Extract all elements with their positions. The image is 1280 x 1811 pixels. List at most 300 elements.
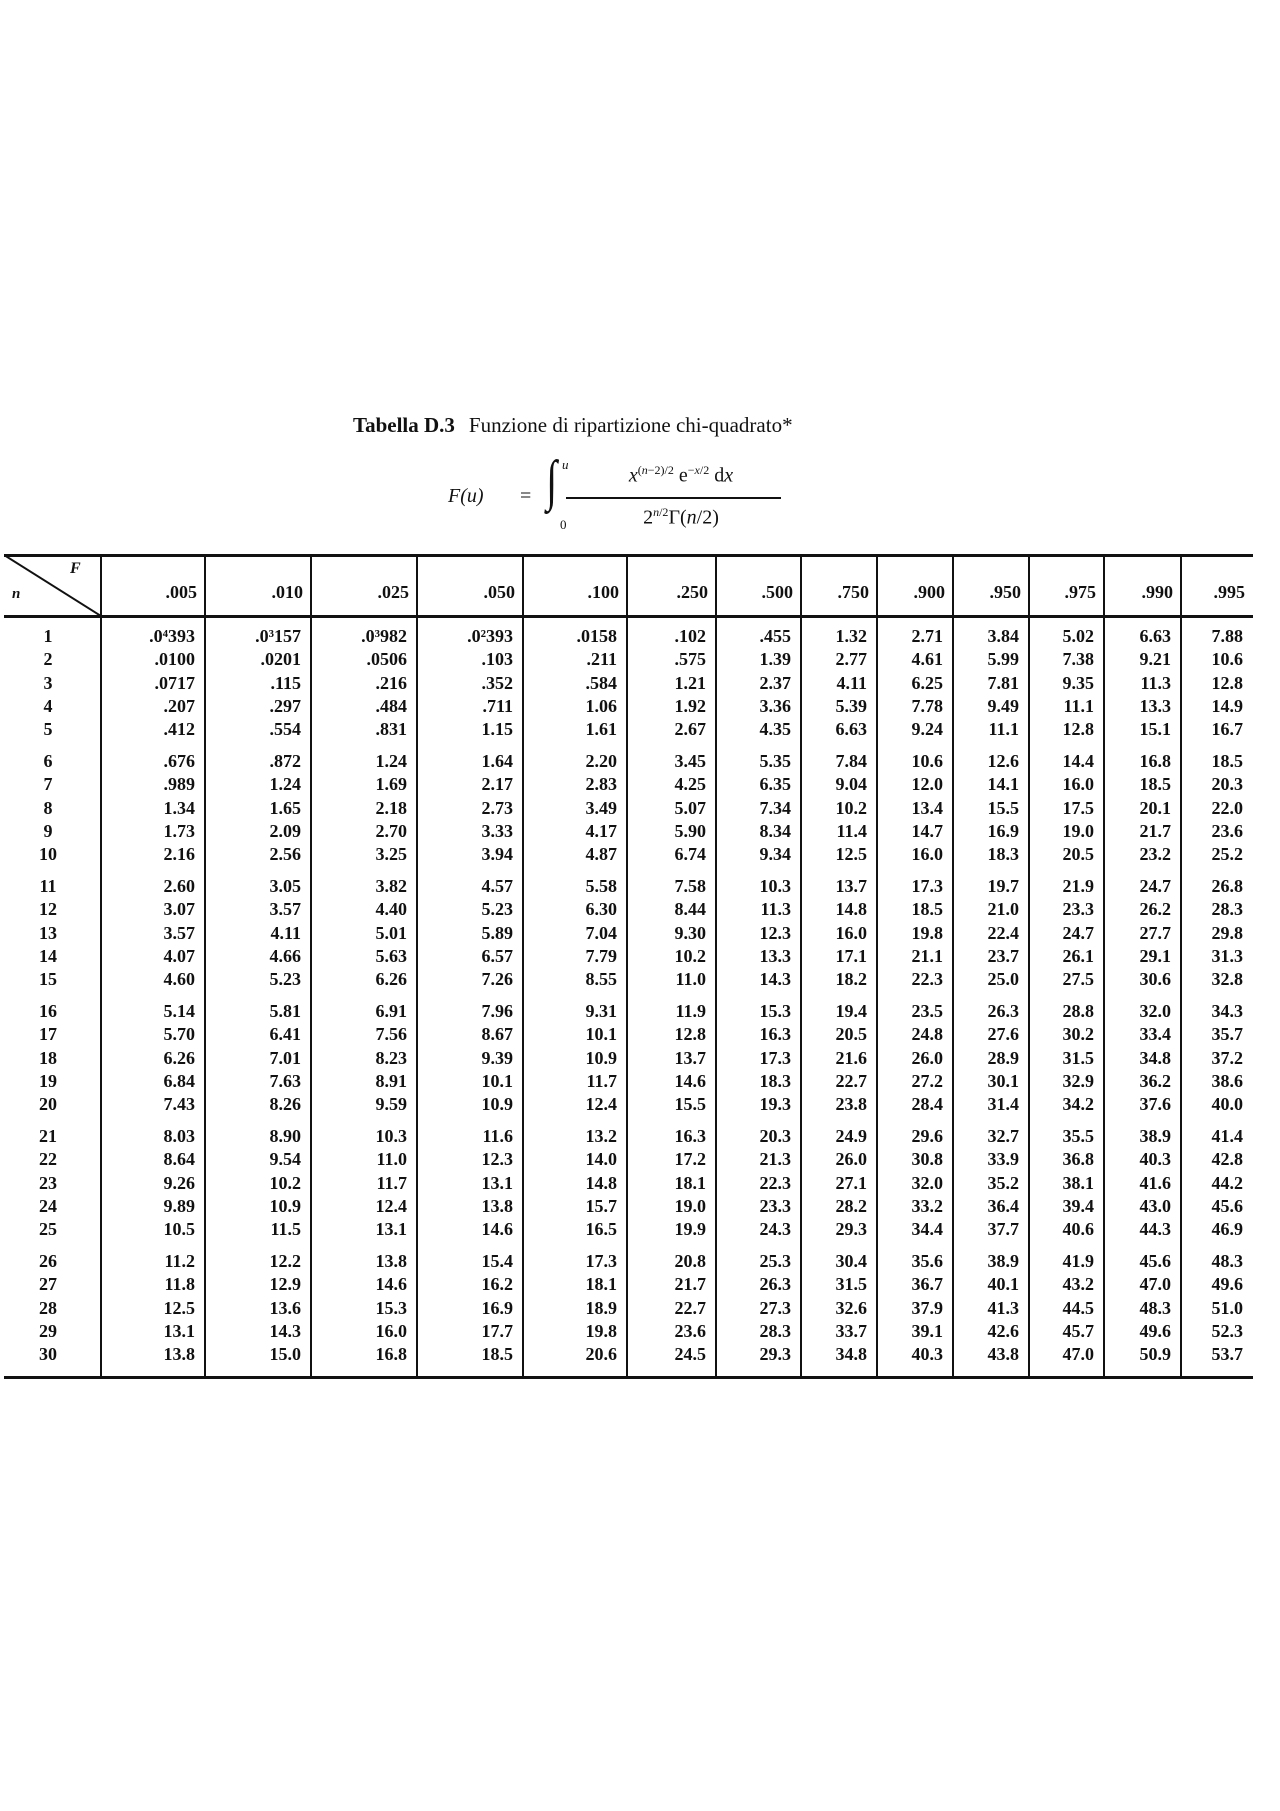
table-cell: 52.3	[1211, 1320, 1243, 1341]
table-cell: 4.17	[585, 820, 617, 841]
table-cell: 9.26	[163, 1172, 195, 1193]
table-cell: 29.8	[1211, 922, 1243, 943]
table-cell: 19.7	[987, 876, 1019, 896]
table-cell: 16.0	[375, 1320, 407, 1341]
table-cell: 24.9	[835, 1126, 867, 1146]
column-divider	[1180, 554, 1182, 1378]
table-cell: 34.4	[911, 1219, 943, 1240]
table-cell: .989	[163, 774, 195, 795]
table-cell: 1.32	[835, 626, 867, 646]
table-cell: 26.8	[1211, 876, 1243, 896]
table-cell: 1.73	[163, 820, 195, 841]
table-cell: 13.1	[375, 1219, 407, 1240]
table-cell: 8.26	[269, 1094, 301, 1115]
table-cell: 12.4	[585, 1094, 617, 1115]
table-cell: 7.84	[835, 751, 867, 771]
column-divider	[626, 554, 628, 1378]
table-cell: 4.35	[759, 719, 791, 740]
table-cell: 13.7	[674, 1047, 706, 1068]
table-cell: 15.7	[585, 1195, 617, 1216]
table-cell: 21.9	[1062, 876, 1094, 896]
table-cell: 7.43	[163, 1094, 195, 1115]
table-cell: 1.34	[163, 797, 195, 818]
row-label: 18	[39, 1047, 57, 1068]
table-cell: 16.9	[987, 820, 1019, 841]
table-cell: 45.7	[1062, 1320, 1094, 1341]
table-cell: 15.1	[1139, 719, 1171, 740]
row-label: 1	[43, 626, 53, 646]
row-label: 2	[43, 649, 53, 670]
table-cell: 40.3	[1139, 1149, 1171, 1170]
table-cell: 2.73	[481, 797, 513, 818]
row-label: 10	[39, 844, 57, 865]
integral-sign-icon: ∫	[546, 450, 558, 512]
table-cell: 4.11	[836, 672, 867, 693]
header-rule	[4, 615, 1253, 618]
row-label: 12	[39, 899, 57, 920]
table-cell: 7.01	[269, 1047, 301, 1068]
table-cell: 24.3	[759, 1219, 791, 1240]
table-cell: 14.1	[987, 774, 1019, 795]
table-cell: 2.83	[585, 774, 617, 795]
table-cell: 12.8	[1062, 719, 1094, 740]
table-cell: 3.57	[269, 899, 301, 920]
table-cell: 37.2	[1211, 1047, 1243, 1068]
column-divider	[100, 554, 102, 1378]
table-cell: 16.0	[835, 922, 867, 943]
table-cell: .831	[375, 719, 407, 740]
column-header: .995	[1213, 582, 1245, 602]
table-top-rule	[4, 554, 1253, 557]
table-cell: .0717	[154, 672, 195, 693]
table-cell: 33.2	[911, 1195, 943, 1216]
table-cell: 9.89	[163, 1195, 195, 1216]
table-cell: 3.45	[674, 751, 706, 771]
column-divider	[1028, 554, 1030, 1378]
table-cell: 20.5	[835, 1024, 867, 1045]
table-cell: 30.8	[911, 1149, 943, 1170]
table-cell: 15.3	[759, 1001, 791, 1021]
table-cell: 36.8	[1062, 1149, 1094, 1170]
table-cell: 50.9	[1139, 1344, 1171, 1365]
table-cell: .297	[269, 695, 301, 716]
table-cell: 7.56	[375, 1024, 407, 1045]
table-cell: 3.25	[375, 844, 407, 865]
table-cell: .0⁴393	[149, 626, 195, 646]
table-cell: 26.3	[987, 1001, 1019, 1021]
table-cell: 27.2	[911, 1070, 943, 1091]
row-label: 27	[39, 1274, 57, 1295]
table-cell: 39.1	[911, 1320, 943, 1341]
table-cell: 12.5	[835, 844, 867, 865]
table-cell: 32.0	[911, 1172, 943, 1193]
table-cell: 13.8	[375, 1251, 407, 1271]
row-label: 26	[39, 1251, 57, 1271]
table-cell: 12.8	[674, 1024, 706, 1045]
table-cell: 49.6	[1139, 1320, 1171, 1341]
row-label: 29	[39, 1320, 57, 1341]
table-cell: 11.0	[675, 969, 706, 990]
table-cell: 30.6	[1139, 969, 1171, 990]
row-label: 7	[43, 774, 53, 795]
table-cell: 6.26	[375, 969, 407, 990]
table-cell: 38.1	[1062, 1172, 1094, 1193]
column-divider	[310, 554, 312, 1378]
table-cell: 3.05	[269, 876, 301, 896]
table-cell: 14.7	[911, 820, 943, 841]
table-cell: 5.07	[674, 797, 706, 818]
table-cell: .711	[482, 695, 513, 716]
table-cell: 43.0	[1139, 1195, 1171, 1216]
table-cell: 12.8	[1211, 672, 1243, 693]
table-cell: 16.5	[585, 1219, 617, 1240]
table-cell: 14.6	[674, 1070, 706, 1091]
table-cell: 51.0	[1211, 1297, 1243, 1318]
table-cell: .0100	[154, 649, 195, 670]
table-cell: 1.69	[375, 774, 407, 795]
table-cell: 12.3	[759, 922, 791, 943]
row-label: 8	[43, 797, 53, 818]
table-cell: 8.23	[375, 1047, 407, 1068]
column-header: .990	[1141, 582, 1173, 602]
table-cell: 2.18	[375, 797, 407, 818]
table-cell: 17.2	[674, 1149, 706, 1170]
table-cell: 42.6	[987, 1320, 1019, 1341]
table-cell: 12.5	[163, 1297, 195, 1318]
table-cell: 47.0	[1062, 1344, 1094, 1365]
table-cell: 16.2	[481, 1274, 513, 1295]
table-cell: 13.2	[585, 1126, 617, 1146]
table-cell: 2.37	[759, 672, 791, 693]
table-cell: 4.40	[375, 899, 407, 920]
table-cell: 10.2	[835, 797, 867, 818]
table-cell: 11.2	[164, 1251, 195, 1271]
column-divider	[876, 554, 878, 1378]
table-cell: 7.78	[911, 695, 943, 716]
cdf-formula	[448, 450, 808, 540]
table-cell: 26.3	[759, 1274, 791, 1295]
table-cell: 13.1	[481, 1172, 513, 1193]
row-label: 28	[39, 1297, 57, 1318]
table-cell: 43.8	[987, 1344, 1019, 1365]
diagonal-divider-icon	[4, 554, 101, 616]
table-cell: 31.5	[1062, 1047, 1094, 1068]
table-cell: 23.3	[1062, 899, 1094, 920]
table-cell: 49.6	[1211, 1274, 1243, 1295]
table-cell: 28.8	[1062, 1001, 1094, 1021]
table-cell: 28.3	[1211, 899, 1243, 920]
table-cell: 6.63	[1139, 626, 1171, 646]
formula-lhs: F(u)	[448, 485, 484, 507]
table-cell: 41.4	[1211, 1126, 1243, 1146]
table-cell: 10.3	[375, 1126, 407, 1146]
column-divider	[715, 554, 717, 1378]
table-cell: 22.7	[674, 1297, 706, 1318]
table-cell: 30.2	[1062, 1024, 1094, 1045]
column-divider	[204, 554, 206, 1378]
formula-denominator: $2^{n/2}\Gamma(n/2)$	[643, 505, 719, 529]
table-cell: 18.5	[911, 899, 943, 920]
table-cell: 27.3	[759, 1297, 791, 1318]
table-cell: 23.2	[1139, 844, 1171, 865]
column-header: .005	[165, 582, 197, 602]
table-cell: 41.6	[1139, 1172, 1171, 1193]
table-cell: 4.61	[911, 649, 943, 670]
table-cell: 5.14	[163, 1001, 195, 1021]
column-header: .250	[676, 582, 708, 602]
table-cell: 17.3	[911, 876, 943, 896]
table-cell: 37.7	[987, 1219, 1019, 1240]
table-cell: 38.9	[1139, 1126, 1171, 1146]
table-cell: 36.4	[987, 1195, 1019, 1216]
table-cell: 22.3	[759, 1172, 791, 1193]
table-cell: 13.8	[481, 1195, 513, 1216]
table-cell: 20.3	[1211, 774, 1243, 795]
table-cell: 5.23	[481, 899, 513, 920]
table-cell: 21.3	[759, 1149, 791, 1170]
row-label: 25	[39, 1219, 57, 1240]
table-cell: 8.64	[163, 1149, 195, 1170]
table-cell: 7.96	[481, 1001, 513, 1021]
table-bottom-rule	[4, 1376, 1253, 1379]
table-cell: 44.3	[1139, 1219, 1171, 1240]
table-cell: 19.3	[759, 1094, 791, 1115]
table-cell: 16.3	[674, 1126, 706, 1146]
chi-square-table	[4, 554, 1253, 1380]
table-cell: 8.67	[481, 1024, 513, 1045]
table-cell: 7.26	[481, 969, 513, 990]
table-cell: 15.0	[269, 1344, 301, 1365]
table-cell: 5.90	[674, 820, 706, 841]
table-cell: 35.6	[911, 1251, 943, 1271]
table-cell: 34.8	[835, 1344, 867, 1365]
table-cell: 19.8	[911, 922, 943, 943]
table-cell: .0³157	[255, 626, 301, 646]
table-cell: 32.6	[835, 1297, 867, 1318]
table-cell: 6.26	[163, 1047, 195, 1068]
table-cell: 10.9	[481, 1094, 513, 1115]
table-cell: 6.74	[674, 844, 706, 865]
table-cell: 2.71	[911, 626, 943, 646]
table-cell: 10.1	[481, 1070, 513, 1091]
column-header: .750	[837, 582, 869, 602]
table-cell: 2.60	[163, 876, 195, 896]
table-cell: .102	[674, 626, 706, 646]
formula-equals: =	[520, 485, 532, 507]
column-header: .010	[271, 582, 303, 602]
table-cell: 26.0	[911, 1047, 943, 1068]
table-cell: 1.61	[585, 719, 617, 740]
row-label: 23	[39, 1172, 57, 1193]
table-cell: 11.0	[376, 1149, 407, 1170]
table-cell: 23.7	[987, 945, 1019, 966]
table-cell: 9.35	[1062, 672, 1094, 693]
table-cell: 1.92	[674, 695, 706, 716]
table-cell: 4.25	[674, 774, 706, 795]
table-cell: 26.2	[1139, 899, 1171, 920]
table-cell: 2.56	[269, 844, 301, 865]
table-cell: 4.60	[163, 969, 195, 990]
row-label: 20	[39, 1094, 57, 1115]
table-cell: 2.16	[163, 844, 195, 865]
table-cell: 22.4	[987, 922, 1019, 943]
table-cell: 13.8	[163, 1344, 195, 1365]
table-cell: 20.8	[674, 1251, 706, 1271]
table-cell: 24.7	[1139, 876, 1171, 896]
table-cell: 7.04	[585, 922, 617, 943]
table-cell: 9.04	[835, 774, 867, 795]
table-cell: .554	[269, 719, 301, 740]
table-cell: 12.4	[375, 1195, 407, 1216]
table-cell: 38.9	[987, 1251, 1019, 1271]
table-cell: 14.0	[585, 1149, 617, 1170]
table-cell: 10.2	[674, 945, 706, 966]
table-cell: .0158	[576, 626, 617, 646]
table-cell: 18.3	[759, 1070, 791, 1091]
row-label: 13	[39, 922, 57, 943]
table-cell: 25.3	[759, 1251, 791, 1271]
column-header: .500	[761, 582, 793, 602]
table-cell: 8.91	[375, 1070, 407, 1091]
table-cell: 23.6	[674, 1320, 706, 1341]
table-cell: 47.0	[1139, 1274, 1171, 1295]
table-cell: 6.35	[759, 774, 791, 795]
table-cell: 1.21	[674, 672, 706, 693]
table-cell: 26.0	[835, 1149, 867, 1170]
table-cell: 12.6	[987, 751, 1019, 771]
table-cell: 20.5	[1062, 844, 1094, 865]
table-cell: 2.67	[674, 719, 706, 740]
table-cell: 9.31	[585, 1001, 617, 1021]
column-header: .900	[913, 582, 945, 602]
row-variable: n	[12, 586, 21, 602]
table-cell: 18.5	[481, 1344, 513, 1365]
table-cell: 41.9	[1062, 1251, 1094, 1271]
table-cell: 32.7	[987, 1126, 1019, 1146]
table-cell: 18.1	[585, 1274, 617, 1295]
table-cell: .676	[163, 751, 195, 771]
table-cell: 28.2	[835, 1195, 867, 1216]
table-cell: .103	[481, 649, 513, 670]
table-cell: 40.0	[1211, 1094, 1243, 1115]
table-cell: 11.7	[586, 1070, 617, 1091]
table-cell: 11.4	[836, 820, 867, 841]
table-cell: 10.6	[1211, 649, 1243, 670]
table-cell: 5.23	[269, 969, 301, 990]
table-cell: 18.5	[1211, 751, 1243, 771]
table-cell: 8.90	[269, 1126, 301, 1146]
table-cell: 29.3	[835, 1219, 867, 1240]
table-cell: .216	[375, 672, 407, 693]
table-cell: 44.5	[1062, 1297, 1094, 1318]
table-cell: .207	[163, 695, 195, 716]
table-cell: 17.3	[585, 1251, 617, 1271]
row-label: 24	[39, 1195, 57, 1216]
table-cell: 6.57	[481, 945, 513, 966]
table-cell: 13.3	[1139, 695, 1171, 716]
table-cell: 10.9	[269, 1195, 301, 1216]
table-cell: 16.0	[911, 844, 943, 865]
table-cell: 6.25	[911, 672, 943, 693]
table-cell: 14.3	[269, 1320, 301, 1341]
table-cell: 17.1	[835, 945, 867, 966]
table-cell: 5.70	[163, 1024, 195, 1045]
table-cell: 1.24	[375, 751, 407, 771]
table-cell: 28.3	[759, 1320, 791, 1341]
row-label: 6	[43, 751, 53, 771]
table-cell: 20.1	[1139, 797, 1171, 818]
table-cell: 5.89	[481, 922, 513, 943]
table-cell: 2.77	[835, 649, 867, 670]
table-cell: 18.3	[987, 844, 1019, 865]
table-cell: 33.9	[987, 1149, 1019, 1170]
table-cell: 13.3	[759, 945, 791, 966]
table-cell: 33.7	[835, 1320, 867, 1341]
table-cell: 26.1	[1062, 945, 1094, 966]
table-cell: 32.0	[1139, 1001, 1171, 1021]
table-cell: 9.30	[674, 922, 706, 943]
table-cell: 1.39	[759, 649, 791, 670]
table-cell: 29.1	[1139, 945, 1171, 966]
table-cell: 16.8	[375, 1344, 407, 1365]
table-cell: 1.06	[585, 695, 617, 716]
table-cell: 45.6	[1139, 1251, 1171, 1271]
table-cell: 23.5	[911, 1001, 943, 1021]
table-cell: 13.7	[835, 876, 867, 896]
table-cell: 45.6	[1211, 1195, 1243, 1216]
table-cell: 8.44	[674, 899, 706, 920]
table-cell: 11.1	[1063, 695, 1094, 716]
table-cell: 13.1	[163, 1320, 195, 1341]
table-cell: 15.5	[674, 1094, 706, 1115]
table-cell: 6.84	[163, 1070, 195, 1091]
table-cell: 7.34	[759, 797, 791, 818]
table-cell: 5.01	[375, 922, 407, 943]
column-header: .975	[1064, 582, 1096, 602]
row-label: 11	[39, 876, 57, 896]
column-variable: F	[70, 560, 81, 577]
table-cell: 39.4	[1062, 1195, 1094, 1216]
table-cell: 3.82	[375, 876, 407, 896]
table-cell: 3.36	[759, 695, 791, 716]
table-cell: 9.39	[481, 1047, 513, 1068]
table-cell: 11.9	[675, 1001, 706, 1021]
table-cell: 17.5	[1062, 797, 1094, 818]
table-cell: 41.3	[987, 1297, 1019, 1318]
column-header: .950	[989, 582, 1021, 602]
table-cell: 34.3	[1211, 1001, 1243, 1021]
table-cell: 35.7	[1211, 1024, 1243, 1045]
table-cell: 31.4	[987, 1094, 1019, 1115]
table-cell: 4.87	[585, 844, 617, 865]
table-cell: 24.5	[674, 1344, 706, 1365]
table-cell: 30.4	[835, 1251, 867, 1271]
table-cell: 3.94	[481, 844, 513, 865]
table-cell: 16.8	[1139, 751, 1171, 771]
table-cell: 24.7	[1062, 922, 1094, 943]
table-cell: 35.5	[1062, 1126, 1094, 1146]
column-divider	[1103, 554, 1105, 1378]
table-cell: 13.6	[269, 1297, 301, 1318]
table-cell: 14.6	[375, 1274, 407, 1295]
table-cell: 19.0	[674, 1195, 706, 1216]
table-cell: 11.5	[270, 1219, 301, 1240]
table-cell: 18.5	[1139, 774, 1171, 795]
table-cell: 6.63	[835, 719, 867, 740]
row-label: 9	[43, 820, 53, 841]
table-cell: 19.9	[674, 1219, 706, 1240]
row-label: 16	[39, 1001, 57, 1021]
